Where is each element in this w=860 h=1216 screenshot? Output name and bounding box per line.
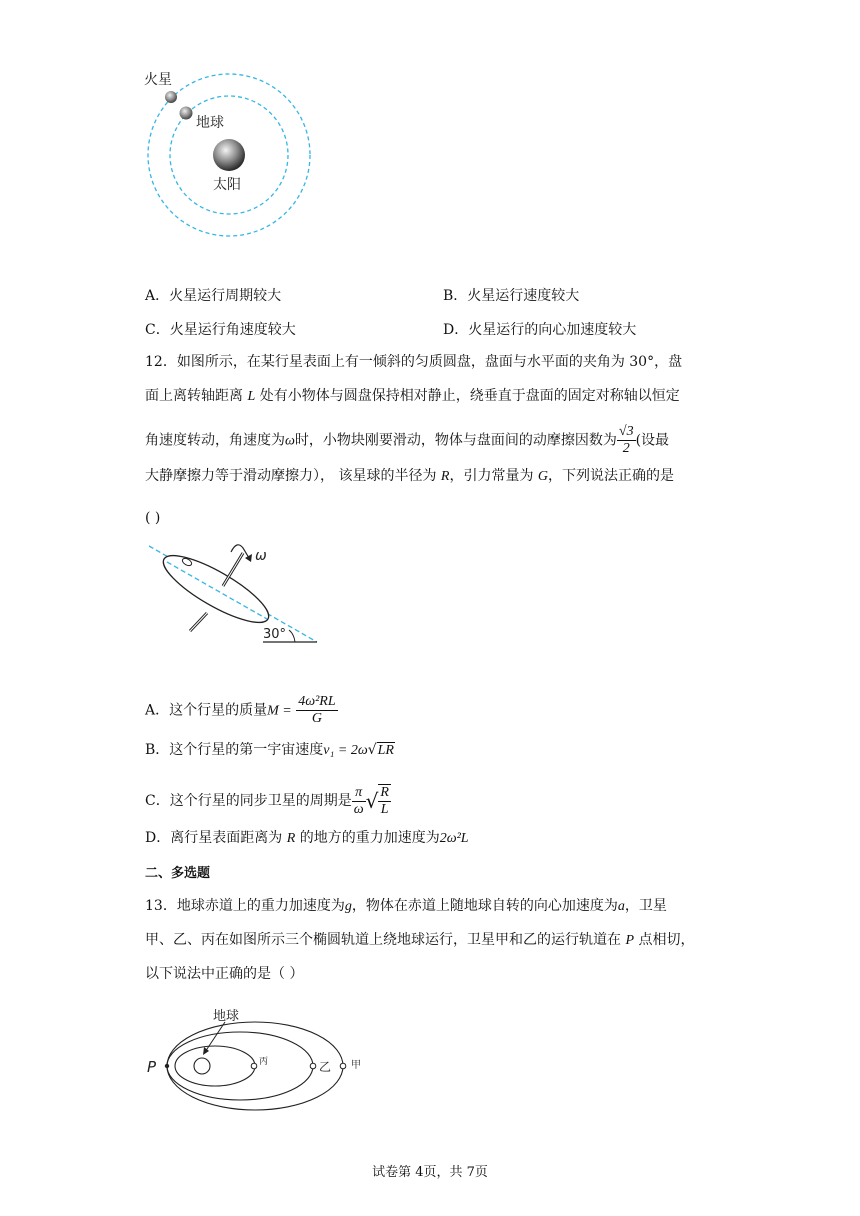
yi-label: 乙: [319, 1060, 332, 1074]
q12-answer-blank: ( ): [145, 510, 161, 526]
jia-label: 甲: [351, 1060, 361, 1071]
elliptical-orbits-figure: [143, 1002, 373, 1112]
mars-label: 火星: [144, 72, 172, 88]
q13-line-1: 13．地球赤道上的重力加速度为g，物体在赤道上随地球自转的向心加速度为a，卫星: [145, 898, 667, 914]
sun: [213, 139, 245, 171]
earth: [180, 107, 193, 120]
angle-arc: [289, 630, 295, 642]
q13-line-3: 以下说法中正确的是（ ）: [145, 966, 304, 982]
q12-option-c: C．这个行星的同步卫星的周期是 $\frac{\pi}{\omega}$ √ $\frac{R}{L}$: [145, 784, 389, 817]
mars: [165, 91, 177, 103]
q12-line-1: 12．如图所示，在某行星表面上有一倾斜的匀质圆盘，盘面与水平面的夹角为 30°，盘: [145, 354, 683, 370]
earth-label: 地球: [196, 115, 224, 131]
lower-shaft-inner: [190, 613, 207, 631]
arrow-head: [245, 554, 252, 562]
orbit-bing: [175, 1046, 255, 1086]
q12-line-3: 角速度转动，角速度为ω时，小物块刚要滑动，物体与盘面间的动摩擦因数为 $\frac{√3}{2}$ (设最: [145, 424, 670, 456]
orbit-figure: [140, 62, 320, 252]
earth: [194, 1058, 210, 1074]
angle-label: 30°: [263, 627, 287, 642]
satellite-jia: [340, 1063, 346, 1069]
q12-line-4: 大静摩擦力等于滑动摩擦力）， 该星球的半径为 R，引力常量为 G，下列说法正确的是: [145, 468, 675, 484]
bing-label: 丙: [259, 1057, 269, 1067]
page-footer: 试卷第 4页，共 7页: [372, 1165, 488, 1180]
point-p: [165, 1064, 169, 1068]
q11-option-c: C．火星运行角速度较大: [145, 322, 296, 338]
satellite-yi: [310, 1063, 316, 1069]
inclined-disk-figure: [145, 538, 325, 650]
earth-label: 地球: [213, 1009, 240, 1024]
satellite-bing: [251, 1063, 257, 1069]
q12-option-b: B．这个行星的第一宇宙速度v₁ = 2ω√LR: [145, 742, 394, 758]
q12-option-d: D．离行星表面距离为 R 的地方的重力加速度为2ω²L: [145, 830, 469, 846]
friction-coefficient-fraction: $\frac{√3}{2}$: [618, 424, 634, 456]
q11-option-a: A．火星运行周期较大: [145, 288, 282, 304]
section-heading-multiple-choice: 二、多选题: [145, 866, 211, 881]
sun-label: 太阳: [213, 177, 241, 193]
q11-option-d: D．火星运行的向心加速度较大: [443, 322, 637, 338]
orbit-yi: [167, 1032, 313, 1100]
q12-option-a: A．这个行星的质量M = $\frac{\text{4ω²RL}}{G}$: [145, 694, 336, 726]
q12-line-2: 面上离转轴距离 L 处有小物体与圆盘保持相对静止，绕垂直于盘面的固定对称轴以恒定: [145, 388, 680, 404]
omega-label: ω: [255, 548, 267, 564]
q13-line-2: 甲、乙、丙在如图所示三个椭圆轨道上绕地球运行，卫星甲和乙的运行轨道在 P 点相切，: [145, 932, 695, 948]
p-label: P: [147, 1058, 157, 1076]
q11-option-b: B．火星运行速度较大: [443, 288, 580, 304]
